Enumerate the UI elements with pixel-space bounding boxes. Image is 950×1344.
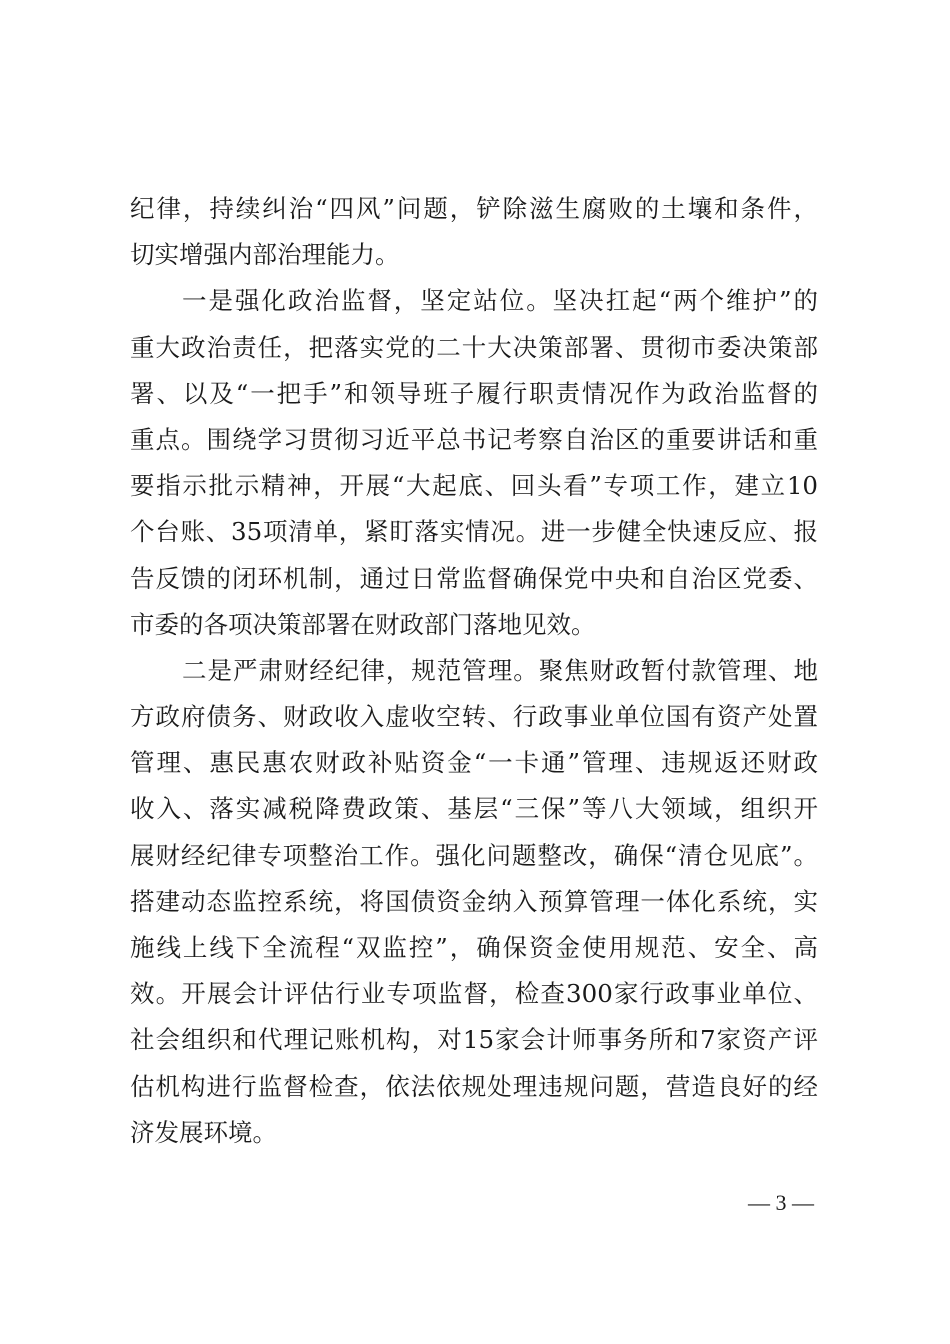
document-body	[130, 186, 818, 1156]
text-line: 告反馈的闭环机制，通过日常监督确保党中央和自治区党委、	[130, 563, 818, 593]
text-line: 市委的各项决策部署在财政部门落地见效。	[130, 609, 596, 639]
text-line: 收入、落实减税降费政策、基层“三保”等八大领域，组织开	[130, 794, 818, 824]
text-line: 署、以及“一把手”和领导班子履行职责情况作为政治监督的	[130, 378, 818, 408]
text-line: 社会组织和代理记账机构，对15家会计师事务所和7家资产评	[130, 1025, 818, 1055]
text-line: 方政府债务、财政收入虚收空转、行政事业单位国有资产处置	[130, 702, 818, 732]
text-line: 二是严肃财经纪律，规范管理。聚焦财政暂付款管理、地	[182, 655, 818, 685]
text-line: 一是强化政治监督，坚定站位。坚决扛起“两个维护”的	[182, 286, 818, 316]
text-line: 重点。围绕学习贯彻习近平总书记考察自治区的重要讲话和重	[130, 424, 818, 454]
text-line: 管理、惠民惠农财政补贴资金“一卡通”管理、违规返还财政	[130, 748, 818, 778]
text-line: 个台账、35项清单，紧盯落实情况。进一步健全快速反应、报	[130, 517, 818, 547]
text-line: 估机构进行监督检查，依法依规处理违规问题，营造良好的经	[130, 1071, 818, 1101]
paragraph	[130, 648, 818, 1156]
text-line: 纪律，持续纠治“四风”问题，铲除滋生腐败的土壤和条件，	[130, 194, 818, 223]
text-line: 搭建动态监控系统，将国债资金纳入预算管理一体化系统，实	[130, 886, 818, 916]
paragraph	[130, 186, 818, 278]
text-line: 要指示批示精神，开展“大起底、回头看”专项工作，建立10	[130, 471, 818, 501]
text-line: 重大政治责任，把落实党的二十大决策部署、贯彻市委决策部	[130, 332, 818, 362]
text-line: 效。开展会计评估行业专项监督，检查300家行政事业单位、	[130, 979, 818, 1009]
page-number: — 3 —	[748, 1190, 814, 1215]
text-line: 切实增强内部治理能力。	[130, 240, 400, 270]
text-line: 展财经纪律专项整治工作。强化问题整改，确保“清仓见底”。	[130, 840, 818, 870]
text-line: 施线上线下全流程“双监控”，确保资金使用规范、安全、高	[130, 933, 818, 962]
text-line: 济发展环境。	[130, 1117, 277, 1147]
paragraph	[130, 278, 818, 648]
